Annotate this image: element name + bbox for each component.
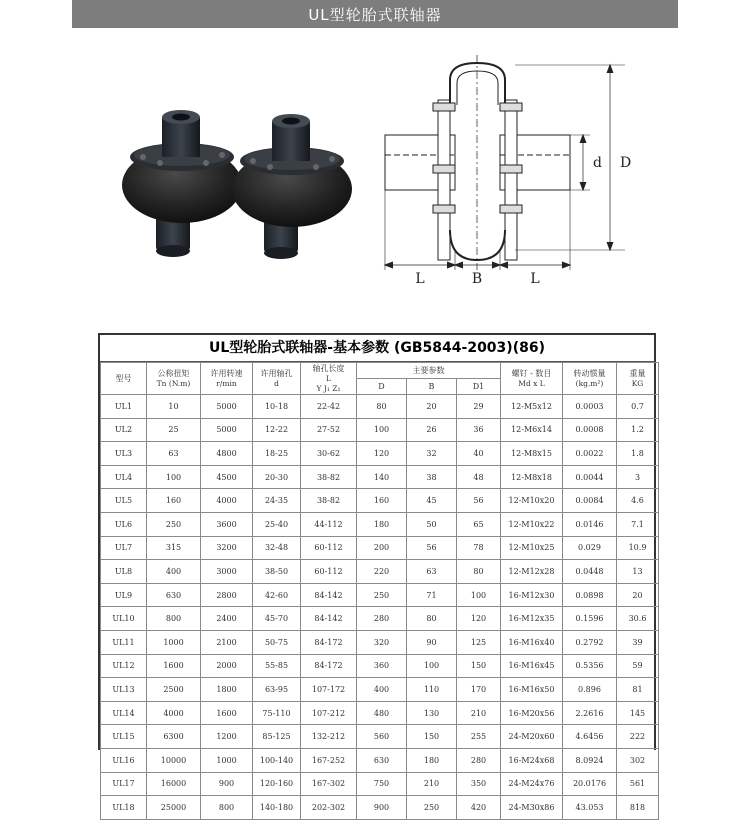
- table-cell: 140: [357, 465, 407, 489]
- table-cell: 29: [457, 395, 501, 419]
- table-cell: 81: [617, 678, 659, 702]
- table-cell: 160: [147, 489, 201, 513]
- table-cell: 900: [201, 772, 253, 796]
- table-cell: 130: [407, 701, 457, 725]
- table-cell: 1000: [201, 748, 253, 772]
- table-cell: 2100: [201, 630, 253, 654]
- table-cell: 280: [357, 607, 407, 631]
- table-cell: UL14: [101, 701, 147, 725]
- table-cell: 84-172: [301, 654, 357, 678]
- table-title: UL型轮胎式联轴器-基本参数 (GB5844-2003)(86): [100, 335, 654, 362]
- table-cell: 36: [457, 418, 501, 442]
- header-model: 型号: [101, 363, 147, 395]
- table-cell: 0.5356: [563, 654, 617, 678]
- table-cell: 255: [457, 725, 501, 749]
- table-cell: 63-95: [253, 678, 301, 702]
- table-cell: UL18: [101, 796, 147, 820]
- table-row: [101, 678, 659, 702]
- header-main-params: 主要参数: [357, 363, 501, 379]
- table-cell: 25-40: [253, 512, 301, 536]
- table-cell: 100: [407, 654, 457, 678]
- table-cell: 107-212: [301, 701, 357, 725]
- table-cell: 65: [457, 512, 501, 536]
- table-cell: 16000: [147, 772, 201, 796]
- header-screw: 螺钉 - 数目 Md x L: [501, 363, 563, 395]
- table-cell: 350: [457, 772, 501, 796]
- table-cell: 150: [407, 725, 457, 749]
- table-cell: 12-22: [253, 418, 301, 442]
- table-cell: 44-112: [301, 512, 357, 536]
- label-b: B: [471, 271, 483, 287]
- table-cell: 20-30: [253, 465, 301, 489]
- table-row: [101, 536, 659, 560]
- table-cell: 90: [407, 630, 457, 654]
- table-cell: 45-70: [253, 607, 301, 631]
- table-cell: 180: [357, 512, 407, 536]
- table-cell: 160: [357, 489, 407, 513]
- table-cell: 0.0022: [563, 442, 617, 466]
- table-cell: UL12: [101, 654, 147, 678]
- table-cell: 220: [357, 560, 407, 584]
- table-cell: 84-142: [301, 607, 357, 631]
- table-cell: 120: [457, 607, 501, 631]
- table-cell: 42-60: [253, 583, 301, 607]
- table-body: [101, 395, 659, 820]
- technical-drawing: [375, 55, 650, 290]
- table-cell: 0.029: [563, 536, 617, 560]
- table-cell: 22-42: [301, 395, 357, 419]
- table-cell: 100: [357, 418, 407, 442]
- table-cell: 630: [147, 583, 201, 607]
- table-cell: 1000: [147, 630, 201, 654]
- table-cell: 24-M20x60: [501, 725, 563, 749]
- table-cell: 818: [617, 796, 659, 820]
- parameter-table: [100, 362, 659, 820]
- table-cell: UL13: [101, 678, 147, 702]
- table-cell: 0.7: [617, 395, 659, 419]
- table-cell: 27-52: [301, 418, 357, 442]
- table-cell: 400: [357, 678, 407, 702]
- table-cell: 60-112: [301, 560, 357, 584]
- table-cell: 1600: [147, 654, 201, 678]
- table-cell: 2000: [201, 654, 253, 678]
- table-cell: 16-M16x50: [501, 678, 563, 702]
- table-cell: 320: [357, 630, 407, 654]
- table-cell: 0.0084: [563, 489, 617, 513]
- table-cell: 24-35: [253, 489, 301, 513]
- table-cell: 12-M12x28: [501, 560, 563, 584]
- table-cell: 4800: [201, 442, 253, 466]
- table-cell: 132-212: [301, 725, 357, 749]
- table-cell: 1.8: [617, 442, 659, 466]
- table-cell: 4000: [201, 489, 253, 513]
- table-cell: UL1: [101, 395, 147, 419]
- table-cell: 2800: [201, 583, 253, 607]
- table-row: [101, 748, 659, 772]
- table-cell: 32: [407, 442, 457, 466]
- table-cell: 4.6: [617, 489, 659, 513]
- table-cell: 84-172: [301, 630, 357, 654]
- table-cell: 3200: [201, 536, 253, 560]
- table-row: [101, 772, 659, 796]
- table-cell: 20: [407, 395, 457, 419]
- label-l-left: L: [415, 271, 425, 287]
- table-cell: 1.2: [617, 418, 659, 442]
- label-l-right: L: [530, 271, 540, 287]
- table-cell: 1800: [201, 678, 253, 702]
- table-cell: 0.896: [563, 678, 617, 702]
- table-cell: 18-25: [253, 442, 301, 466]
- table-row: [101, 607, 659, 631]
- table-cell: UL16: [101, 748, 147, 772]
- header-length: 轴孔长度 L Y J₁ Z₁: [301, 363, 357, 395]
- table-cell: 60-112: [301, 536, 357, 560]
- table-cell: 12-M8x18: [501, 465, 563, 489]
- table-cell: UL11: [101, 630, 147, 654]
- table-cell: 32-48: [253, 536, 301, 560]
- table-cell: 210: [407, 772, 457, 796]
- table-row: [101, 489, 659, 513]
- table-cell: 38-50: [253, 560, 301, 584]
- table-cell: 7.1: [617, 512, 659, 536]
- table-cell: 0.0008: [563, 418, 617, 442]
- table-cell: 75-110: [253, 701, 301, 725]
- page-title-bar: [72, 0, 678, 28]
- table-cell: 250: [357, 583, 407, 607]
- table-cell: 561: [617, 772, 659, 796]
- table-cell: 145: [617, 701, 659, 725]
- table-cell: 80: [357, 395, 407, 419]
- table-cell: 900: [357, 796, 407, 820]
- table-cell: 30-62: [301, 442, 357, 466]
- table-cell: 56: [457, 489, 501, 513]
- label-big-d: D: [620, 155, 632, 171]
- table-row: [101, 560, 659, 584]
- table-cell: 100: [147, 465, 201, 489]
- table-cell: 4500: [201, 465, 253, 489]
- table-cell: 40: [457, 442, 501, 466]
- parameter-table-container: [98, 333, 656, 812]
- table-cell: 0.0003: [563, 395, 617, 419]
- table-cell: 125: [457, 630, 501, 654]
- table-row: [101, 630, 659, 654]
- table-cell: 16-M16x45: [501, 654, 563, 678]
- table-cell: 2.2616: [563, 701, 617, 725]
- table-cell: 120: [357, 442, 407, 466]
- table-cell: UL6: [101, 512, 147, 536]
- table-cell: 0.0448: [563, 560, 617, 584]
- table-row: [101, 442, 659, 466]
- table-cell: 85-125: [253, 725, 301, 749]
- table-cell: 80: [457, 560, 501, 584]
- table-cell: 16-M12x30: [501, 583, 563, 607]
- table-cell: 800: [147, 607, 201, 631]
- table-cell: UL2: [101, 418, 147, 442]
- header-speed: 许用转速 r/min: [201, 363, 253, 395]
- table-row: [101, 796, 659, 820]
- table-cell: UL3: [101, 442, 147, 466]
- table-cell: 0.0898: [563, 583, 617, 607]
- table-cell: 16-M12x35: [501, 607, 563, 631]
- table-cell: 5000: [201, 395, 253, 419]
- header-B: B: [407, 379, 457, 395]
- table-cell: 4.6456: [563, 725, 617, 749]
- table-cell: 12-M10x25: [501, 536, 563, 560]
- table-cell: 59: [617, 654, 659, 678]
- header-inertia: 转动惯量 (kg.m²): [563, 363, 617, 395]
- table-cell: 222: [617, 725, 659, 749]
- table-cell: 140-180: [253, 796, 301, 820]
- table-cell: 25000: [147, 796, 201, 820]
- table-cell: 63: [407, 560, 457, 584]
- table-cell: 202-302: [301, 796, 357, 820]
- table-cell: 38-82: [301, 489, 357, 513]
- table-cell: 12-M10x20: [501, 489, 563, 513]
- product-photo: [110, 95, 360, 270]
- table-cell: 250: [407, 796, 457, 820]
- table-cell: 0.1596: [563, 607, 617, 631]
- table-cell: 10: [147, 395, 201, 419]
- table-cell: 24-M24x76: [501, 772, 563, 796]
- table-cell: 150: [457, 654, 501, 678]
- table-cell: 750: [357, 772, 407, 796]
- table-cell: 800: [201, 796, 253, 820]
- table-cell: 167-302: [301, 772, 357, 796]
- table-cell: 16-M20x56: [501, 701, 563, 725]
- table-cell: UL15: [101, 725, 147, 749]
- table-row: [101, 725, 659, 749]
- table-cell: 420: [457, 796, 501, 820]
- table-cell: 6300: [147, 725, 201, 749]
- table-cell: 3000: [201, 560, 253, 584]
- table-cell: 200: [357, 536, 407, 560]
- table-cell: UL7: [101, 536, 147, 560]
- table-cell: 48: [457, 465, 501, 489]
- table-cell: 12-M6x14: [501, 418, 563, 442]
- header-weight: 重量 KG: [617, 363, 659, 395]
- table-cell: UL8: [101, 560, 147, 584]
- table-cell: 63: [147, 442, 201, 466]
- coupling-left: [122, 110, 242, 257]
- table-row: [101, 654, 659, 678]
- table-row: [101, 465, 659, 489]
- table-row: [101, 512, 659, 536]
- table-cell: 630: [357, 748, 407, 772]
- table-cell: 2500: [147, 678, 201, 702]
- header-D1: D1: [457, 379, 501, 395]
- table-cell: 180: [407, 748, 457, 772]
- header-torque: 公称扭矩 Tn (N.m): [147, 363, 201, 395]
- table-cell: 302: [617, 748, 659, 772]
- table-cell: 20.0176: [563, 772, 617, 796]
- table-cell: 13: [617, 560, 659, 584]
- table-cell: 12-M5x12: [501, 395, 563, 419]
- table-cell: UL10: [101, 607, 147, 631]
- table-cell: 10-18: [253, 395, 301, 419]
- table-cell: UL5: [101, 489, 147, 513]
- table-cell: 560: [357, 725, 407, 749]
- table-row: [101, 418, 659, 442]
- table-cell: 250: [147, 512, 201, 536]
- table-cell: 30.6: [617, 607, 659, 631]
- coupling-right: [232, 114, 352, 259]
- table-cell: UL9: [101, 583, 147, 607]
- table-cell: 4000: [147, 701, 201, 725]
- table-cell: 1200: [201, 725, 253, 749]
- table-cell: 71: [407, 583, 457, 607]
- table-cell: 10000: [147, 748, 201, 772]
- table-cell: 38: [407, 465, 457, 489]
- table-cell: 43.053: [563, 796, 617, 820]
- table-cell: 8.0924: [563, 748, 617, 772]
- table-cell: 16-M16x40: [501, 630, 563, 654]
- table-cell: 480: [357, 701, 407, 725]
- table-cell: UL4: [101, 465, 147, 489]
- table-cell: 50-75: [253, 630, 301, 654]
- table-cell: 56: [407, 536, 457, 560]
- table-cell: 10.9: [617, 536, 659, 560]
- table-row: [101, 583, 659, 607]
- table-cell: 26: [407, 418, 457, 442]
- table-cell: 170: [457, 678, 501, 702]
- table-cell: 84-142: [301, 583, 357, 607]
- table-cell: 3: [617, 465, 659, 489]
- table-cell: 0.0044: [563, 465, 617, 489]
- table-cell: 100: [457, 583, 501, 607]
- table-cell: 0.2792: [563, 630, 617, 654]
- table-cell: 45: [407, 489, 457, 513]
- table-cell: 39: [617, 630, 659, 654]
- header-bore: 许用轴孔 d: [253, 363, 301, 395]
- table-cell: 107-172: [301, 678, 357, 702]
- table-cell: 25: [147, 418, 201, 442]
- table-cell: 16-M24x68: [501, 748, 563, 772]
- table-cell: 210: [457, 701, 501, 725]
- table-cell: 120-160: [253, 772, 301, 796]
- table-row: [101, 701, 659, 725]
- header-D: D: [357, 379, 407, 395]
- table-cell: 2400: [201, 607, 253, 631]
- table-cell: 78: [457, 536, 501, 560]
- page-title: UL型轮胎式联轴器: [308, 5, 442, 24]
- table-cell: 280: [457, 748, 501, 772]
- table-cell: 167-252: [301, 748, 357, 772]
- table-cell: 12-M8x15: [501, 442, 563, 466]
- table-row: [101, 395, 659, 419]
- table-cell: 400: [147, 560, 201, 584]
- table-cell: 24-M30x86: [501, 796, 563, 820]
- table-cell: 315: [147, 536, 201, 560]
- table-cell: 55-85: [253, 654, 301, 678]
- table-cell: 110: [407, 678, 457, 702]
- table-cell: 50: [407, 512, 457, 536]
- label-small-d: d: [593, 155, 602, 171]
- table-cell: 1600: [201, 701, 253, 725]
- table-cell: 360: [357, 654, 407, 678]
- table-cell: UL17: [101, 772, 147, 796]
- table-cell: 100-140: [253, 748, 301, 772]
- table-cell: 3600: [201, 512, 253, 536]
- table-cell: 5000: [201, 418, 253, 442]
- table-cell: 0.0146: [563, 512, 617, 536]
- table-cell: 12-M10x22: [501, 512, 563, 536]
- table-cell: 20: [617, 583, 659, 607]
- table-cell: 80: [407, 607, 457, 631]
- table-cell: 38-82: [301, 465, 357, 489]
